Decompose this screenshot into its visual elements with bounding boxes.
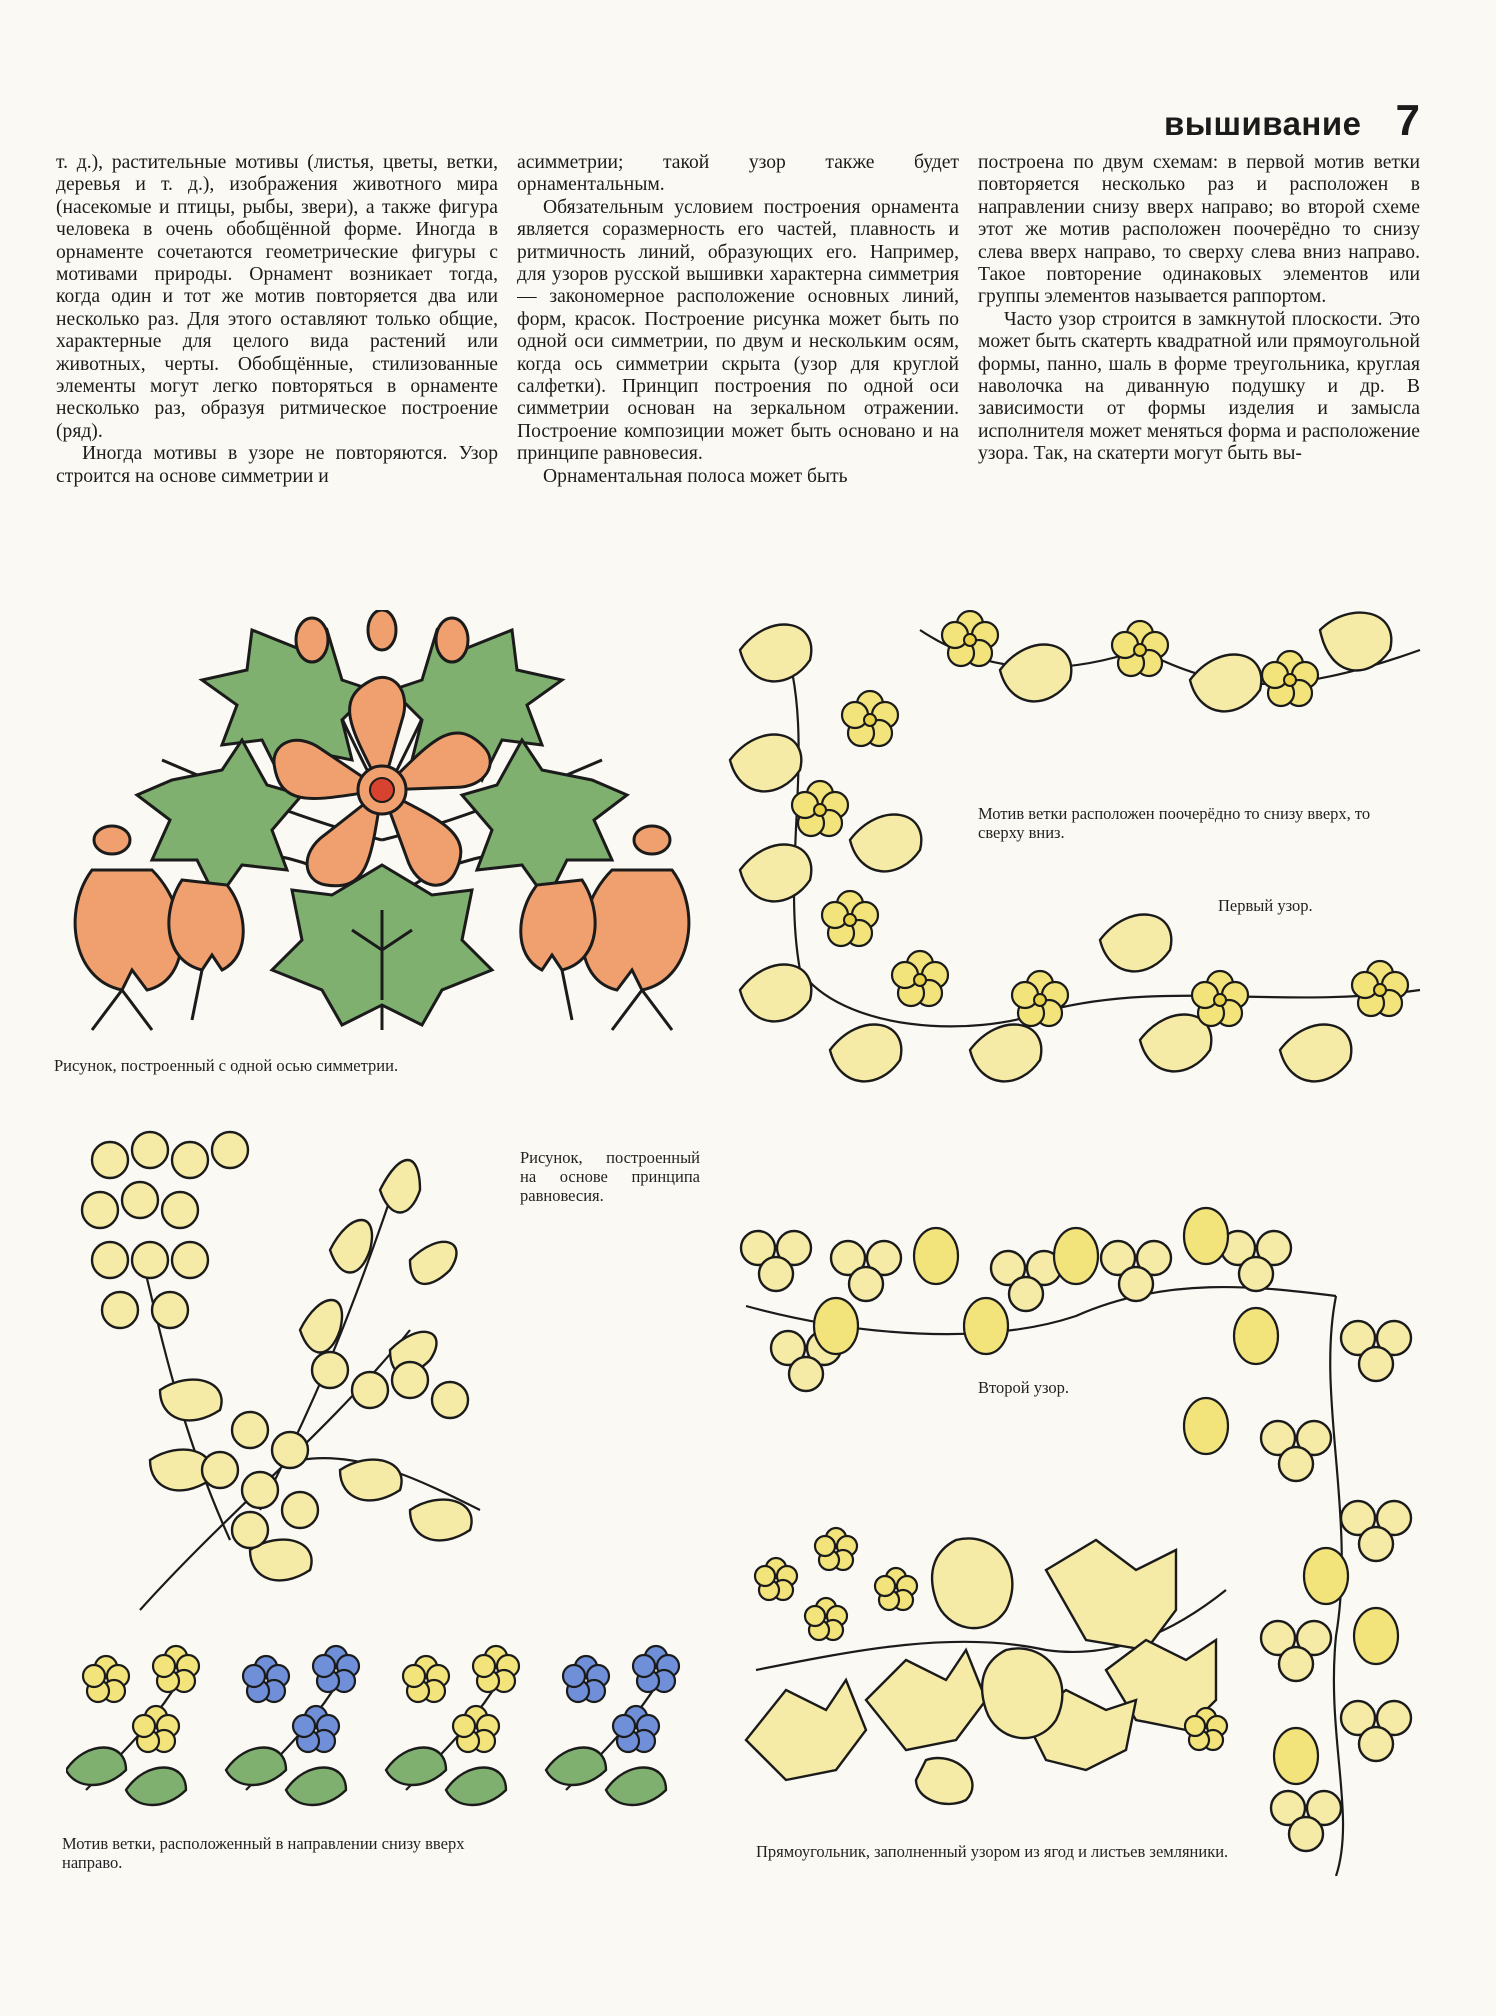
text-column-1 bbox=[56, 152, 498, 592]
paragraph: т. д.), растительные мотивы (листья, цветы, ветки, деревья и т. д.), изображения животного мира (насекомые и птицы, рыбы, звери), а также фигура человека в очень обобщённой форме. Иногда в орнаменте сочетаются геометрические фигуры с мотивами природы. Орнамент возникает тогда, когда один и тот же мотив повторяется два или несколько раз. Для этого оставляют только общие, характерные для целого вида растений или животных, черты. Обобщённые, стилизованные элементы могут легко повторяться в орнаменте несколько раз, образуя ритмическое построение (ряд). bbox=[56, 152, 498, 442]
caption-branch-motif: Мотив ветки расположен поочерёдно то снизу вверх, то сверху вниз. bbox=[978, 804, 1371, 842]
caption-balance: Рисунок, построенный на основе принципа равновесия. bbox=[520, 1148, 700, 1205]
text-column-2 bbox=[517, 152, 959, 592]
symmetry-illustration bbox=[52, 610, 712, 1050]
caption-first-pattern: Первый узор. bbox=[1218, 896, 1313, 915]
paragraph: Орнаментальная полоса может быть bbox=[543, 465, 848, 487]
caption-rectangle: Прямоугольник, заполненный узором из ягод и листьев земляники. bbox=[756, 1842, 1229, 1861]
balance-illustration bbox=[80, 1130, 520, 1630]
caption-second-pattern: Второй узор. bbox=[978, 1378, 1069, 1397]
branch-border-illustration bbox=[66, 1640, 706, 1810]
paragraph: Обязательным условием построения орнамента является соразмерность его частей, плавность и ритмичность линий, образующих его. Например, для узоров русской вышивки характерна симметрия — закономерное расположение основных линий, форм, красок. Построение рисунка может быть по одной оси симметрии, по двум и нескольким осям, когда ось симметрии скрыта (узор для круглой салфетки). Принцип построения по одной оси симметрии основан на зеркальном отражении. Построение композиции может быть основано и на принципе равновесия. bbox=[517, 196, 959, 465]
page-number: 7 bbox=[1395, 96, 1420, 145]
paragraph: асимметрии; такой узор также будет орнаментальным. bbox=[517, 152, 959, 196]
first-pattern-illustration bbox=[720, 610, 1450, 1110]
rectangle-illustration bbox=[726, 1510, 1246, 1810]
caption-symmetry: Рисунок, построенный с одной осью симметрии. bbox=[54, 1056, 399, 1075]
page-header bbox=[1164, 96, 1420, 146]
strawberry-icon bbox=[916, 1538, 1062, 1803]
text-column-3 bbox=[978, 152, 1420, 592]
paragraph: Иногда мотивы в узоре не повторяются. Узор строится на основе симметрии и bbox=[56, 443, 498, 487]
section-name: вышивание bbox=[1163, 105, 1362, 142]
caption-branch-direction: Мотив ветки, расположенный в направлении снизу вверх направо. bbox=[62, 1834, 465, 1872]
paragraph: построена по двум схемам: в первой мотив ветки повторяется несколько раз и расположен в направлении снизу вверх направо; во второй схеме этот же мотив расположен поочерёдно то снизу слева вверх направо, то сверху слева вниз направо. Такое повторение одинаковых элементов или группы элементов называется раппортом. bbox=[978, 152, 1420, 308]
text-columns bbox=[56, 152, 1420, 592]
paragraph: Часто узор строится в замкнутой плоскости. Это может быть скатерть квадратной или прямоугольной формы, панно, шаль в форме треугольника, круглая наволочка на диванную подушку и др. В зависимости от формы изделия и замысла исполнителя может меняться форма и расположение узора. Так, на скатерти могут быть вы- bbox=[978, 308, 1420, 465]
